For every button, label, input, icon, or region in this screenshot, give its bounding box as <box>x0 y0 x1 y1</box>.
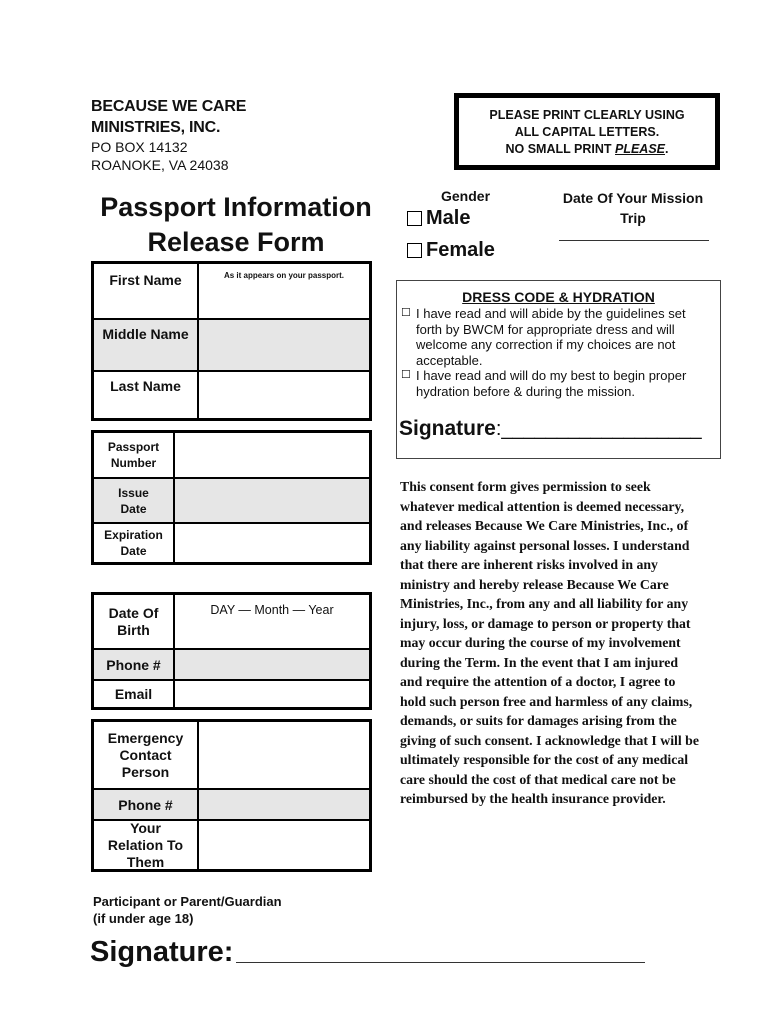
notice-line-3 <box>459 141 715 158</box>
hydration-item[interactable] <box>401 368 714 399</box>
hydration-checkbox-icon[interactable]: ☐ <box>401 369 411 381</box>
relation-field[interactable] <box>197 821 369 869</box>
relation-label: Your Relation To Them <box>107 819 184 870</box>
dob-label: Date Of Birth <box>108 604 159 638</box>
emergency-section <box>91 719 372 872</box>
phone-label: Phone # <box>106 656 161 673</box>
form-title <box>88 190 384 260</box>
guardian-label <box>93 893 282 927</box>
first-name-row <box>94 264 369 320</box>
final-signature-field[interactable] <box>236 962 645 963</box>
mission-date-field[interactable] <box>559 240 709 241</box>
male-checkbox[interactable] <box>407 211 422 226</box>
gender-option-female[interactable] <box>407 239 495 262</box>
dress-signature-label: Signature <box>399 417 496 440</box>
issue-date-label: Issue Date <box>118 485 149 516</box>
organization-name <box>91 96 246 138</box>
issue-date-field[interactable] <box>173 479 369 522</box>
hydration-text: I have read and will do my best to begin proper hydration before & during the mission. <box>416 368 687 399</box>
dress-code-title: DRESS CODE & HYDRATION <box>462 289 655 305</box>
notice-line-1: PLEASE PRINT CLEARLY USING <box>489 108 685 122</box>
dress-signature[interactable] <box>399 417 720 441</box>
passport-name-hint: As it appears on your passport. <box>223 271 345 280</box>
organization-address <box>91 138 228 174</box>
dob-field[interactable] <box>173 595 369 648</box>
dress-code-checkbox-icon[interactable]: ☐ <box>401 307 411 319</box>
expiration-date-field[interactable] <box>173 524 369 562</box>
middle-name-field[interactable] <box>197 320 369 370</box>
male-label: Male <box>426 207 471 229</box>
org-line-2: MINISTRIES, INC. <box>91 119 221 136</box>
expiration-date-label: Expiration Date <box>104 528 163 558</box>
name-section <box>91 261 372 421</box>
title-line-2: Release Form <box>147 227 325 257</box>
address-line-2: ROANOKE, VA 24038 <box>91 157 229 173</box>
gender-option-male[interactable] <box>407 207 470 230</box>
address-line-1: PO BOX 14132 <box>91 139 188 155</box>
dress-code-section <box>396 280 721 459</box>
org-line-1: BECAUSE WE CARE <box>91 98 247 115</box>
notice-period: . <box>665 142 669 156</box>
last-name-field[interactable] <box>197 372 369 418</box>
passport-number-label: Passport Number <box>107 440 160 470</box>
print-notice-box <box>454 93 720 170</box>
guardian-line-1: Participant or Parent/Guardian <box>93 894 282 909</box>
dress-code-text: I have read and will abide by the guidelines set forth by BWCM for appropriate dress and will welcome any correction if my choices are not acceptable. <box>416 306 686 368</box>
emergency-contact-field[interactable] <box>197 722 369 788</box>
final-signature-label: Signature: <box>90 936 234 968</box>
female-checkbox[interactable] <box>407 243 422 258</box>
issue-date-row <box>94 479 369 524</box>
gender-label: Gender <box>441 188 491 204</box>
middle-name-label: Middle Name <box>102 326 189 342</box>
phone-row <box>94 650 369 681</box>
email-field[interactable] <box>173 681 369 707</box>
email-label: Email <box>114 686 153 702</box>
emergency-contact-label: Emergency Contact Person <box>107 729 184 780</box>
last-name-row <box>94 372 369 418</box>
first-name-field[interactable] <box>197 264 369 318</box>
emergency-phone-row <box>94 790 369 821</box>
passport-number-row <box>94 433 369 479</box>
guardian-line-2: (if under age 18) <box>93 911 194 926</box>
expiration-date-row <box>94 524 369 562</box>
middle-name-row <box>94 320 369 372</box>
notice-line-3-text: NO SMALL PRINT <box>505 142 615 156</box>
emergency-contact-row <box>94 722 369 790</box>
notice-emphasis: PLEASE <box>615 142 666 156</box>
mission-date-label: Date Of Your Mission Trip <box>562 190 704 226</box>
dob-row <box>94 595 369 650</box>
emergency-phone-field[interactable] <box>197 790 369 819</box>
title-line-1: Passport Information <box>100 192 372 222</box>
dob-format-hint: DAY — Month — Year <box>210 603 334 617</box>
notice-line-2: ALL CAPITAL LETTERS. <box>514 125 660 139</box>
dress-signature-line: :__________________ <box>495 418 702 440</box>
relation-row <box>94 821 369 869</box>
first-name-label: First Name <box>109 272 182 288</box>
emergency-phone-label: Phone # <box>118 796 173 813</box>
phone-field[interactable] <box>173 650 369 679</box>
personal-section <box>91 592 372 710</box>
passport-section <box>91 430 372 565</box>
email-row <box>94 681 369 707</box>
passport-number-field[interactable] <box>173 433 369 477</box>
medical-consent-text: This consent form gives permission to seek whatever medical attention is deemed necessary, and releases Because We Care Ministries, Inc., of any liability against personal losses. I understand that there are inherent risks involved in any ministry and hereby release Because We Care Ministries, Inc., from any and all liability for any injury, loss, or damage to person or property that may occur during the course of my involvement during the Term. In the event that I am injured and require the attention of a doctor, I agree to hold such person free and harmless of any claims, demands, or suits for damages arising from the giving of such consent. I acknowledge that I will be ultimately responsible for the cost of any medical care should the cost of that medical care not be reimbursed by the health insurance provider. <box>400 479 699 806</box>
female-label: Female <box>426 239 495 261</box>
dress-code-item[interactable] <box>401 306 714 368</box>
last-name-label: Last Name <box>110 378 181 394</box>
